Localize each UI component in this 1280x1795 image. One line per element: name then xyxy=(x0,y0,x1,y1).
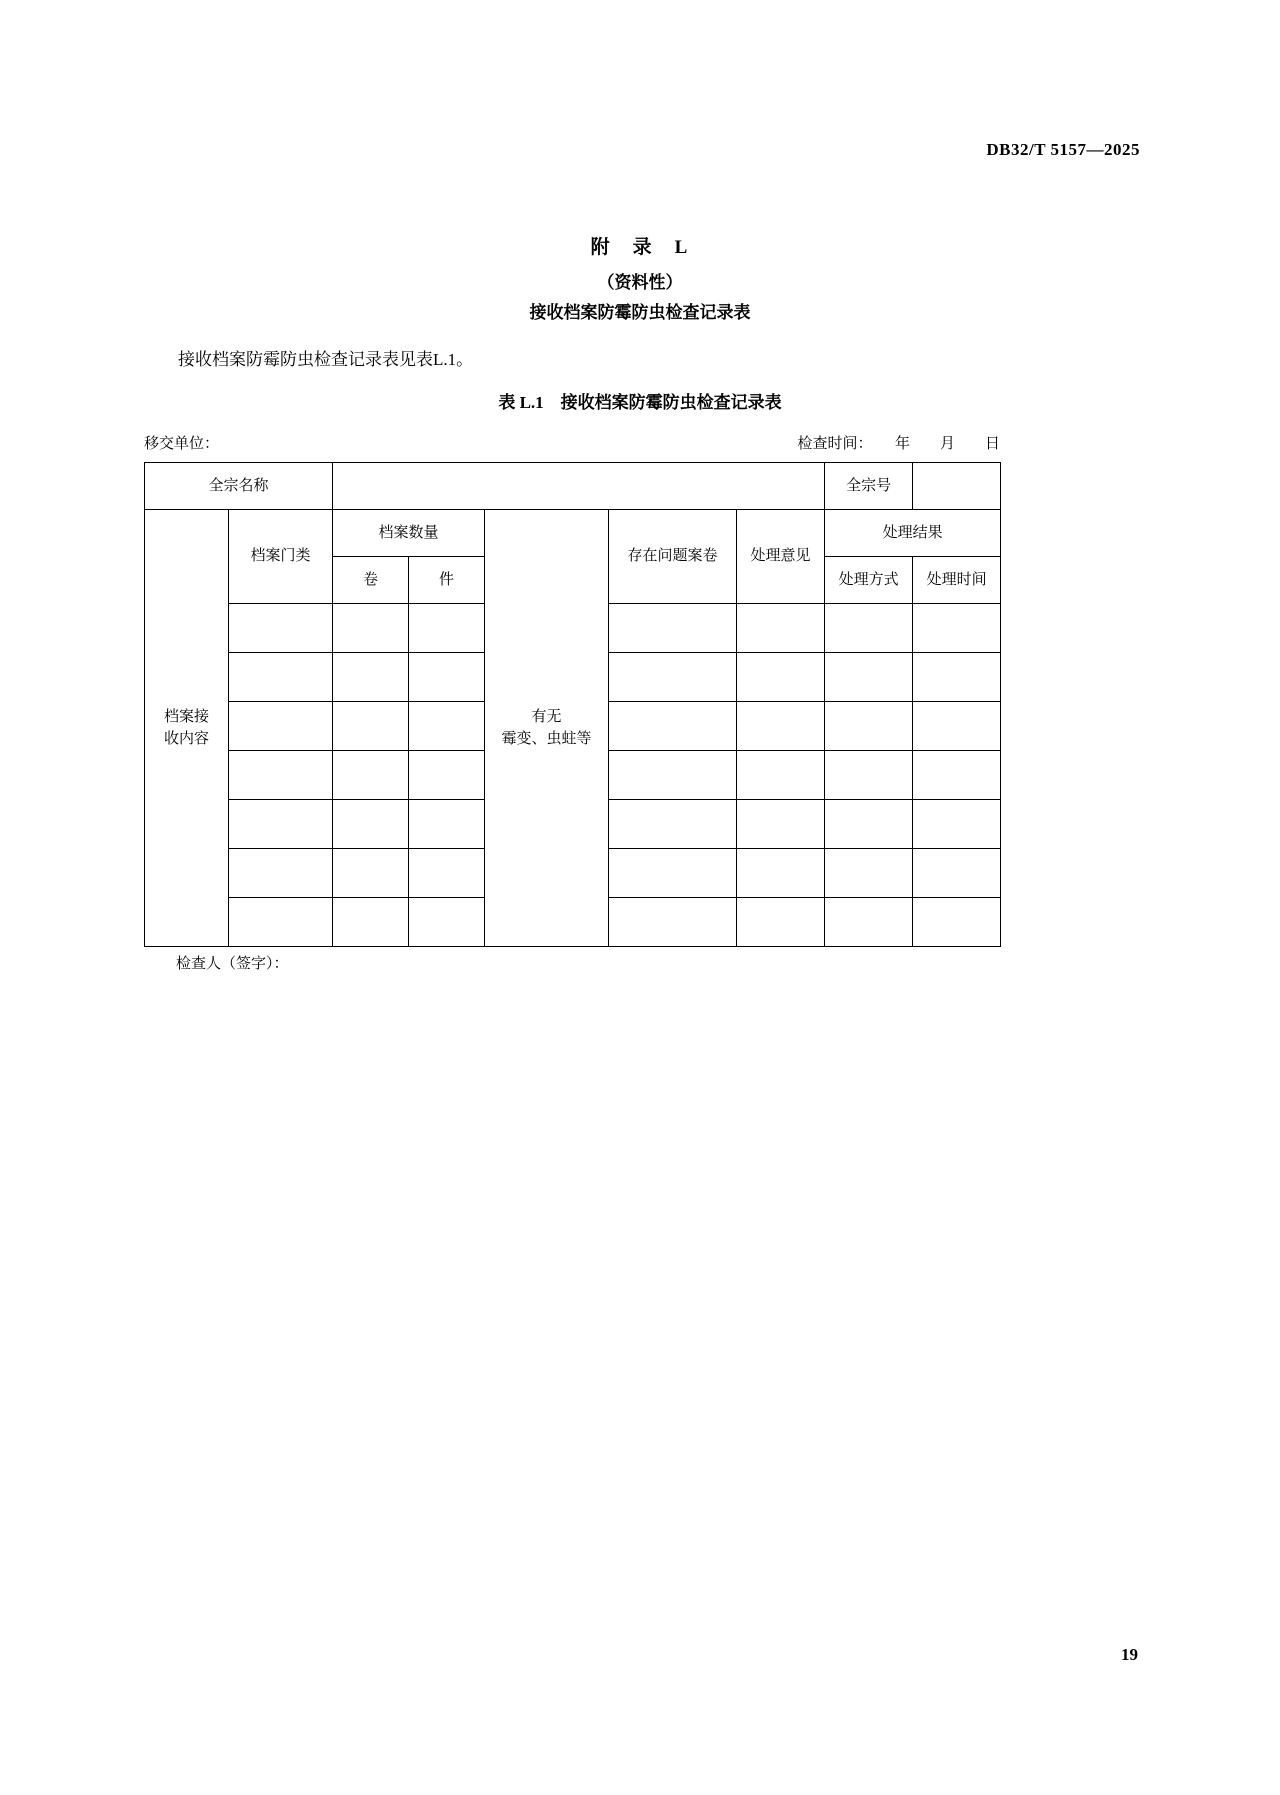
intro-paragraph: 接收档案防霉防虫检查记录表见表L.1。 xyxy=(178,350,474,369)
appendix-kind: （资料性） xyxy=(597,273,683,292)
column-header-quantity-item: 件 xyxy=(409,557,485,604)
cell-time[interactable] xyxy=(913,800,1001,849)
cell-category[interactable] xyxy=(229,898,333,947)
cell-opinion[interactable] xyxy=(737,849,825,898)
column-header-result: 处理结果 xyxy=(825,510,1001,557)
cell-problem[interactable] xyxy=(609,751,737,800)
cell-method[interactable] xyxy=(825,898,913,947)
cell-item[interactable] xyxy=(409,604,485,653)
row-header-archive-content: 档案接 收内容 xyxy=(145,510,229,947)
fonds-number-label: 全宗号 xyxy=(825,463,913,510)
column-header-result-time: 处理时间 xyxy=(913,557,1001,604)
cell-opinion[interactable] xyxy=(737,604,825,653)
cell-category[interactable] xyxy=(229,653,333,702)
table-row-fonds xyxy=(145,463,1001,510)
check-time-label: 检查时间： 年 月 日 xyxy=(797,436,1000,452)
cell-method[interactable] xyxy=(825,800,913,849)
column-header-problem-files: 存在问题案卷 xyxy=(609,510,737,604)
cell-opinion[interactable] xyxy=(737,702,825,751)
column-header-result-method: 处理方式 xyxy=(825,557,913,604)
cell-volume[interactable] xyxy=(333,702,409,751)
page-number: 19 xyxy=(1121,1645,1138,1664)
cell-opinion[interactable] xyxy=(737,751,825,800)
appendix-name: 接收档案防霉防虫检查记录表 xyxy=(529,303,751,322)
cell-item[interactable] xyxy=(409,653,485,702)
cell-item[interactable] xyxy=(409,702,485,751)
cell-problem[interactable] xyxy=(609,702,737,751)
cell-volume[interactable] xyxy=(333,800,409,849)
fonds-name-value[interactable] xyxy=(333,463,825,510)
column-header-quantity: 档案数量 xyxy=(333,510,485,557)
cell-volume[interactable] xyxy=(333,604,409,653)
cell-time[interactable] xyxy=(913,849,1001,898)
fonds-number-value[interactable] xyxy=(913,463,1001,510)
cell-method[interactable] xyxy=(825,653,913,702)
cell-item[interactable] xyxy=(409,751,485,800)
cell-volume[interactable] xyxy=(333,751,409,800)
cell-problem[interactable] xyxy=(609,653,737,702)
cell-opinion[interactable] xyxy=(737,800,825,849)
cell-opinion[interactable] xyxy=(737,653,825,702)
table-header-row-1 xyxy=(145,510,1001,557)
column-header-mold-insect: 有无 霉变、虫蛀等 xyxy=(485,510,609,947)
appendix-title: 附 录 L xyxy=(590,237,690,258)
cell-item[interactable] xyxy=(409,849,485,898)
cell-problem[interactable] xyxy=(609,800,737,849)
cell-category[interactable] xyxy=(229,800,333,849)
standard-code-header: DB32/T 5157—2025 xyxy=(986,140,1140,159)
inspection-record-table xyxy=(144,462,1001,947)
cell-category[interactable] xyxy=(229,751,333,800)
cell-category[interactable] xyxy=(229,604,333,653)
transfer-unit-label: 移交单位： xyxy=(144,436,220,452)
cell-time[interactable] xyxy=(913,702,1001,751)
cell-time[interactable] xyxy=(913,751,1001,800)
table-caption: 表 L.1 接收档案防霉防虫检查记录表 xyxy=(498,393,782,412)
column-header-quantity-volume: 卷 xyxy=(333,557,409,604)
column-header-opinion: 处理意见 xyxy=(737,510,825,604)
signature-label: 检查人（签字）： xyxy=(176,956,289,972)
cell-method[interactable] xyxy=(825,849,913,898)
cell-time[interactable] xyxy=(913,604,1001,653)
cell-problem[interactable] xyxy=(609,604,737,653)
cell-problem[interactable] xyxy=(609,898,737,947)
cell-volume[interactable] xyxy=(333,849,409,898)
cell-volume[interactable] xyxy=(333,653,409,702)
cell-volume[interactable] xyxy=(333,898,409,947)
cell-category[interactable] xyxy=(229,702,333,751)
cell-time[interactable] xyxy=(913,653,1001,702)
cell-time[interactable] xyxy=(913,898,1001,947)
cell-item[interactable] xyxy=(409,800,485,849)
cell-method[interactable] xyxy=(825,604,913,653)
cell-opinion[interactable] xyxy=(737,898,825,947)
cell-problem[interactable] xyxy=(609,849,737,898)
fonds-name-label: 全宗名称 xyxy=(145,463,333,510)
cell-item[interactable] xyxy=(409,898,485,947)
column-header-category: 档案门类 xyxy=(229,510,333,604)
cell-category[interactable] xyxy=(229,849,333,898)
cell-method[interactable] xyxy=(825,702,913,751)
cell-method[interactable] xyxy=(825,751,913,800)
